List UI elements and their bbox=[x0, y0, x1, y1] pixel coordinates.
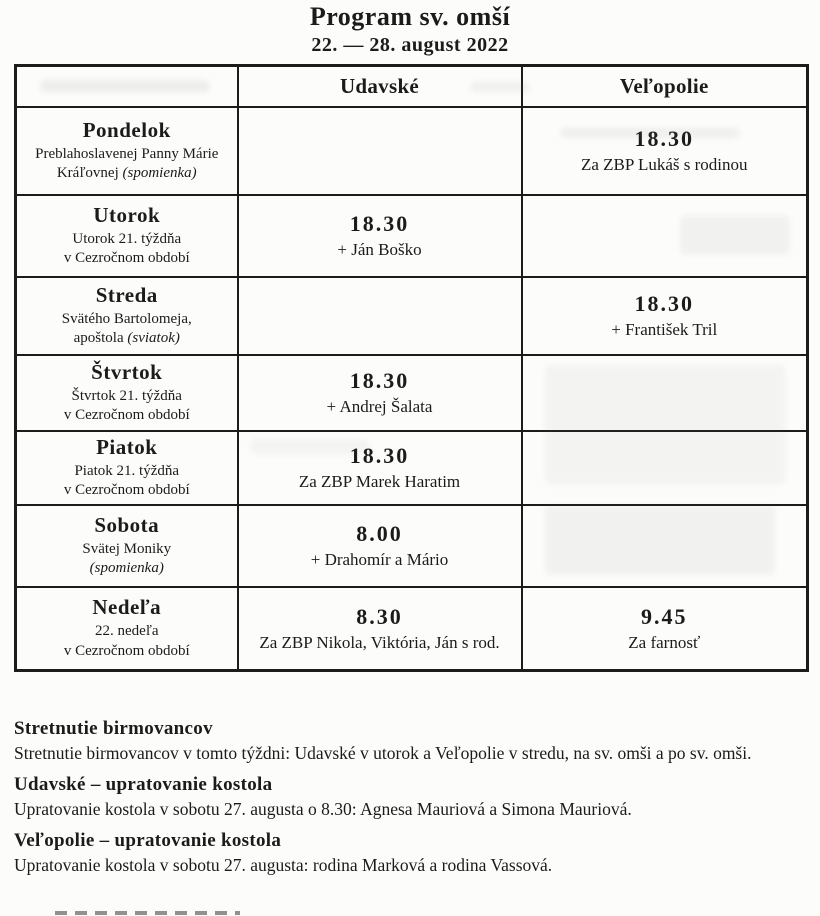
clipped-text-fragment bbox=[55, 911, 240, 915]
notice-body: Upratovanie kostola v sobotu 27. augusta: rodina Marková a rodina Vassová. bbox=[14, 855, 553, 876]
feast-description: Svätého Bartolomeja, apoštola (sviatok) bbox=[61, 310, 192, 346]
velopolie-cell bbox=[522, 277, 808, 355]
mass-intention: Za ZBP Marek Haratim bbox=[298, 472, 461, 491]
day-cell bbox=[16, 195, 238, 277]
mass-schedule-table bbox=[14, 64, 809, 672]
table-row-utorok bbox=[16, 195, 808, 277]
feast-description: Štvrtok 21. týždňa v Cezročnom období bbox=[63, 387, 190, 423]
table-row-piatok bbox=[16, 431, 808, 505]
mass-time: 18.30 bbox=[634, 291, 694, 316]
column-header-velopolie: Veľopolie bbox=[522, 66, 808, 107]
mass-time: 9.45 bbox=[641, 603, 688, 629]
velopolie-cell bbox=[522, 355, 808, 431]
notice-body: Upratovanie kostola v sobotu 27. augusta o 8.30: Agnesa Mauriová a Simona Mauriová. bbox=[14, 799, 632, 820]
velopolie-cell bbox=[522, 431, 808, 505]
notice-birmovanci bbox=[14, 718, 808, 765]
table-row-nedela bbox=[16, 587, 808, 671]
day-name: Štvrtok bbox=[91, 359, 163, 384]
mass-time: 18.30 bbox=[349, 211, 410, 236]
day-name: Nedeľa bbox=[92, 595, 162, 620]
mass-time: 18.30 bbox=[634, 126, 694, 151]
feast-description: Svätej Moniky (spomienka) bbox=[82, 540, 172, 576]
feast-description: Utorok 21. týždňa v Cezročnom období bbox=[63, 230, 190, 266]
mass-intention: + Drahomír a Mário bbox=[310, 550, 449, 569]
column-header-day bbox=[16, 66, 238, 107]
feast-description: Piatok 21. týždňa v Cezročnom období bbox=[63, 462, 190, 498]
day-cell bbox=[16, 431, 238, 505]
udavske-cell bbox=[238, 431, 522, 505]
mass-intention: Za ZBP Nikola, Viktória, Ján s rod. bbox=[259, 632, 500, 652]
table-row-streda bbox=[16, 277, 808, 355]
notice-heading: Veľopolie – upratovanie kostola bbox=[14, 830, 282, 852]
velopolie-cell bbox=[522, 587, 808, 671]
day-cell bbox=[16, 277, 238, 355]
date-range: 22. — 28. august 2022 bbox=[311, 34, 509, 56]
udavske-cell bbox=[238, 505, 522, 587]
day-cell bbox=[16, 505, 238, 587]
feast-description: Preblahoslavenej Panny Márie Kráľovnej (spomienka) bbox=[35, 145, 219, 181]
velopolie-cell bbox=[522, 107, 808, 195]
mass-intention: + Ján Boško bbox=[337, 240, 422, 259]
table-row-stvrtok bbox=[16, 355, 808, 431]
mass-time: 18.30 bbox=[349, 443, 410, 468]
udavske-cell bbox=[238, 587, 522, 671]
table-row-pondelok bbox=[16, 107, 808, 195]
notice-udavske-upratovanie bbox=[14, 774, 808, 821]
mass-intention: Za ZBP Lukáš s rodinou bbox=[580, 155, 748, 174]
notice-heading: Stretnutie birmovancov bbox=[14, 718, 213, 739]
day-cell bbox=[16, 355, 238, 431]
day-name: Pondelok bbox=[82, 117, 171, 142]
day-name: Piatok bbox=[96, 434, 158, 459]
notices-section bbox=[14, 718, 808, 877]
document-header bbox=[0, 0, 820, 57]
mass-time: 8.30 bbox=[356, 603, 403, 629]
velopolie-cell bbox=[522, 195, 808, 277]
column-header-udavske: Udavské bbox=[238, 66, 522, 107]
notice-heading: Udavské – upratovanie kostola bbox=[14, 774, 273, 796]
udavske-cell bbox=[238, 195, 522, 277]
udavske-cell bbox=[238, 355, 522, 431]
table-row-sobota bbox=[16, 505, 808, 587]
udavske-cell bbox=[238, 277, 522, 355]
velopolie-cell bbox=[522, 505, 808, 587]
day-name: Streda bbox=[95, 282, 158, 307]
udavske-cell bbox=[238, 107, 522, 195]
notice-velopolie-upratovanie bbox=[14, 830, 808, 877]
mass-intention: Za farnosť bbox=[628, 632, 701, 652]
feast-description: 22. nedeľa v Cezročnom období bbox=[63, 623, 190, 659]
mass-time: 8.00 bbox=[356, 521, 403, 546]
day-name: Sobota bbox=[94, 512, 160, 537]
notice-body: Stretnutie birmovancov v tomto týždni: Udavské v utorok a Veľopolie v stredu, na sv. omši a po sv. omši. bbox=[14, 743, 752, 763]
day-cell bbox=[16, 107, 238, 195]
day-name: Utorok bbox=[93, 202, 161, 227]
day-cell bbox=[16, 587, 238, 671]
table-header-row bbox=[16, 66, 808, 107]
mass-intention: + František Tril bbox=[611, 320, 718, 339]
page-title: Program sv. omší bbox=[309, 2, 511, 31]
mass-intention: + Andrej Šalata bbox=[326, 397, 433, 416]
mass-time: 18.30 bbox=[349, 368, 410, 393]
